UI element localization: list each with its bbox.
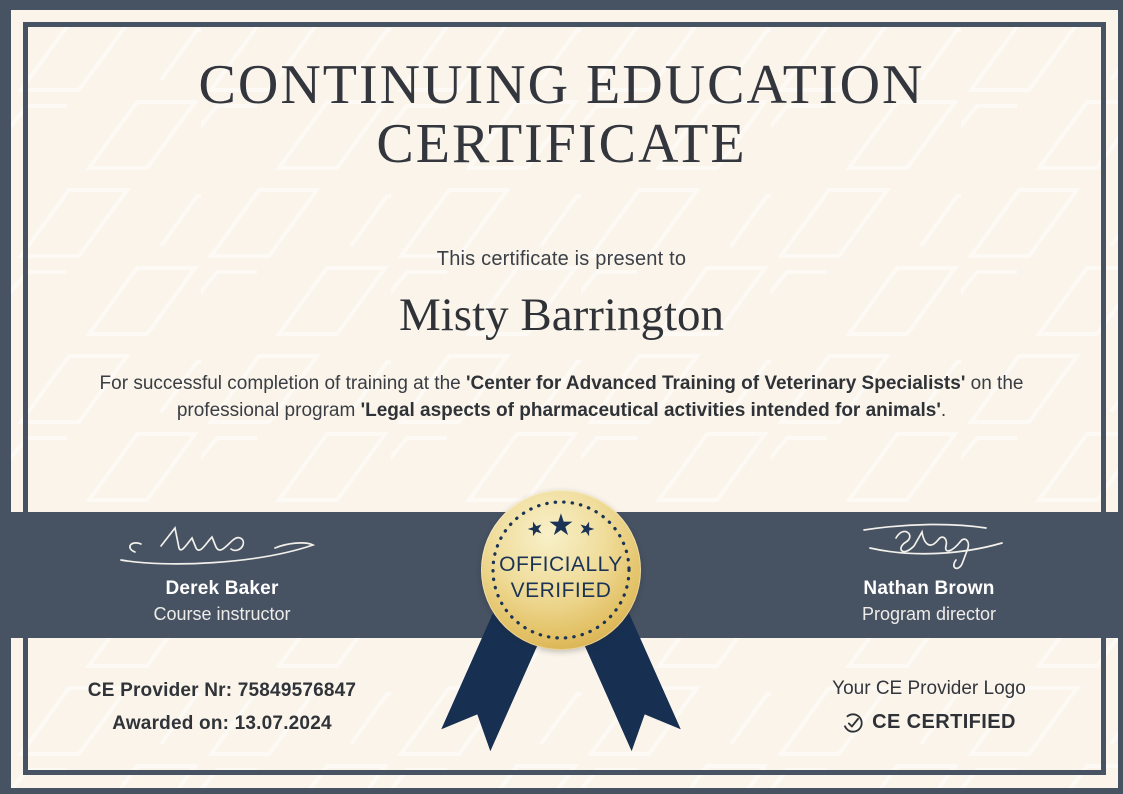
- badge-stars-icon: [481, 508, 641, 543]
- footer-provider-logo: [779, 678, 1079, 734]
- star-middle-icon: ★: [547, 509, 575, 542]
- star-right-icon: ★: [575, 516, 599, 543]
- badge-label-line1: OFFICIALLY: [499, 553, 623, 576]
- description-part2: on the professional program: [176, 373, 1024, 421]
- instructor-signature-icon: [117, 514, 327, 572]
- instructor-name: Derek Baker: [165, 578, 279, 599]
- certificate-title-line2: CERTIFICATE: [376, 113, 747, 176]
- ce-certified-label: CE CERTIFIED: [872, 711, 1016, 733]
- provider-logo-label: Your CE Provider Logo: [832, 678, 1026, 699]
- certificate-title: [0, 56, 1123, 175]
- description-program-name: 'Legal aspects of pharmaceutical activities intended for animals': [360, 399, 941, 421]
- signature-block-director: [789, 514, 1069, 625]
- recipient-name: Misty Barrington: [398, 289, 725, 341]
- star-left-icon: ★: [523, 516, 547, 543]
- awarded-date: Awarded on: 13.07.2024: [112, 713, 332, 734]
- provider-number: CE Provider Nr: 75849576847: [87, 680, 357, 701]
- instructor-role: Course instructor: [153, 604, 291, 624]
- director-signature-icon: [824, 514, 1034, 572]
- description-paragraph: [72, 371, 1052, 424]
- footer-provider-info: [72, 680, 372, 735]
- check-circle-icon: [842, 712, 864, 734]
- badge-label-line2: VERIFIED: [510, 579, 612, 603]
- verified-badge: [459, 488, 663, 768]
- description-org-name: 'Center for Advanced Training of Veterinary Specialists': [466, 373, 966, 394]
- signature-block-instructor: [82, 514, 362, 625]
- ce-certified-row: [779, 711, 1079, 734]
- certificate-title-line1: CONTINUING EDUCATION: [198, 54, 925, 116]
- director-name: Nathan Brown: [863, 578, 995, 599]
- badge-label: [481, 552, 641, 605]
- gold-medal-icon: [481, 490, 641, 650]
- presented-label: This certificate is present to: [436, 248, 687, 270]
- description-part3: .: [940, 399, 947, 421]
- description-part1: For successful completion of training at the: [99, 373, 467, 394]
- director-role: Program director: [861, 604, 997, 624]
